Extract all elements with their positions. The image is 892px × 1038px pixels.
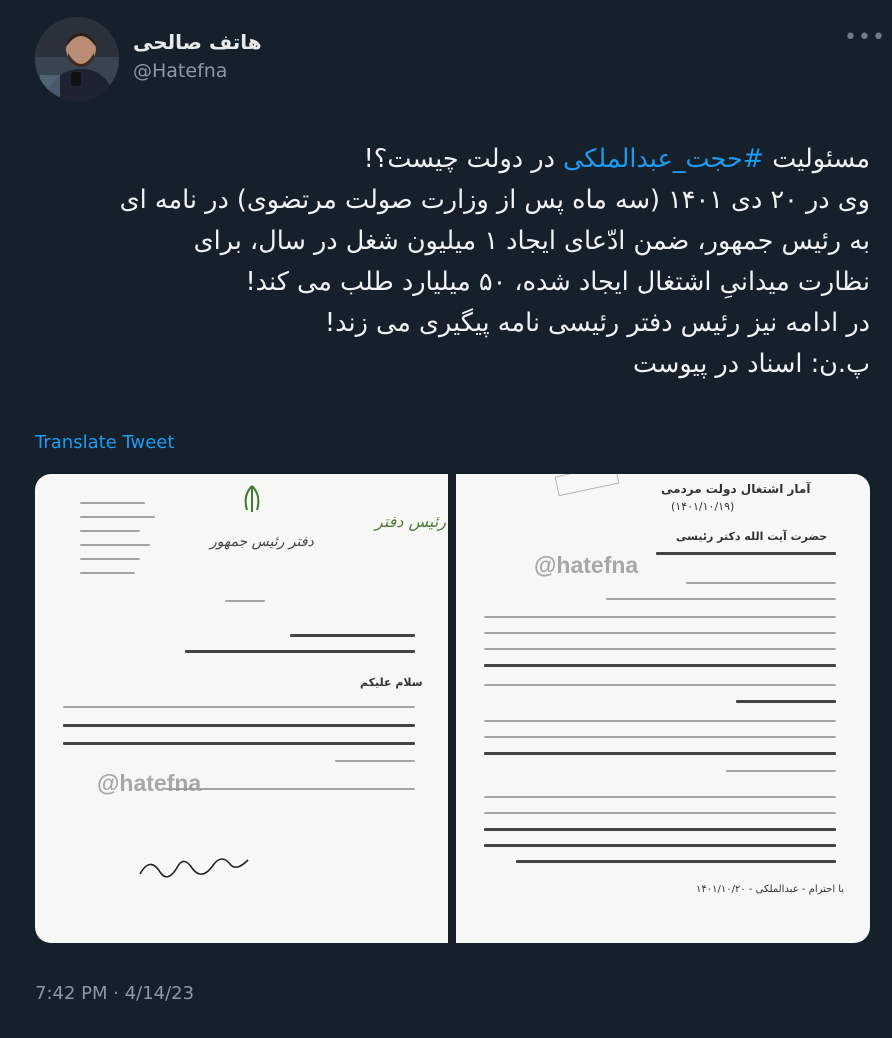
doc-closing-text: با احترام - عبدالملکی - ۱۴۰۱/۱۰/۲۰ xyxy=(696,884,845,895)
emblem-icon xyxy=(238,484,266,514)
author-name[interactable]: هاتف صالحی xyxy=(133,30,262,54)
author-handle[interactable]: @Hatefna xyxy=(133,60,228,82)
tweet-media[interactable] xyxy=(35,474,870,943)
doc-office-text: دفتر رئیس جمهور xyxy=(210,534,314,550)
tweet-text xyxy=(20,139,870,385)
translate-tweet-link[interactable]: Translate Tweet xyxy=(35,432,175,453)
document-image-left[interactable] xyxy=(35,474,448,943)
watermark-right: @hatefna xyxy=(534,552,639,578)
watermark-left: @hatefna xyxy=(97,770,202,796)
tweet-line-1: مسئولیت #حجت_عبدالملکی در دولت چیست؟! xyxy=(363,144,870,174)
doc-addressee-text: حضرت آیت الله دکتر رئیسی xyxy=(676,530,828,543)
avatar[interactable] xyxy=(35,17,119,101)
doc-date-text: (۱۴۰۱/۱۰/۱۹) xyxy=(671,500,735,513)
tweet-line-3: به رئیس جمهور، ضمن ادّعای ایجاد ۱ میلیون شغل در سال، برای xyxy=(193,226,870,256)
more-options-icon[interactable]: ••• xyxy=(844,25,886,50)
doc-header-text: رئیس دفتر xyxy=(375,512,446,531)
tweet-line-2: وی در ۲۰ دی ۱۴۰۱ (سه ماه پس از وزارت صولت مرتضوی) در نامه ای xyxy=(119,185,870,215)
tweet-line-5: در ادامه نیز رئیس دفتر رئیسی نامه پیگیری می زند! xyxy=(324,308,870,338)
signature-image xyxy=(135,849,255,889)
doc-greeting-text: سلام علیکم xyxy=(360,676,423,689)
hashtag-link[interactable]: #حجت_عبدالملکی xyxy=(563,144,765,174)
tweet-line-4: نظارت میدانیِ اشتغال ایجاد شده، ۵۰ میلیارد طلب می کند! xyxy=(245,267,870,297)
document-image-right[interactable] xyxy=(456,474,870,943)
tweet-timestamp[interactable]: 7:42 PM · 4/14/23 xyxy=(35,983,195,1004)
stamp-mark xyxy=(555,474,620,496)
tweet-line-6: پ.ن: اسناد در پیوست xyxy=(632,349,870,379)
doc-title-text: آمار اشتغال دولت مردمی xyxy=(661,482,811,496)
